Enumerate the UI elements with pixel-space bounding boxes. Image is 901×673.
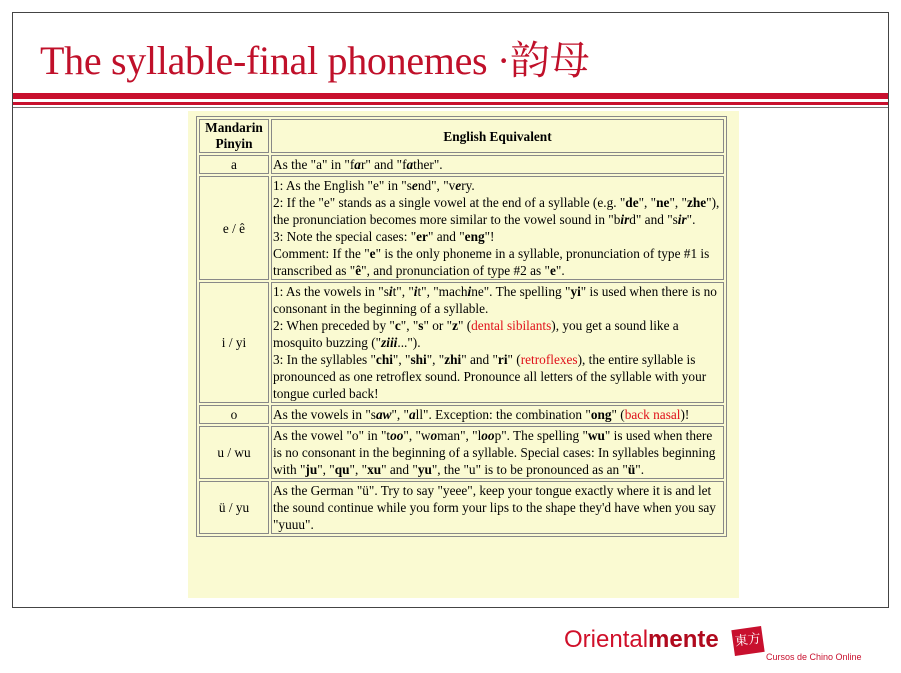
table-row: [199, 426, 724, 479]
logo-bold-text: mente: [648, 626, 719, 653]
title-rule-thin: [13, 102, 888, 105]
brand-logo: [564, 626, 719, 654]
english-cell: 1: As the English "e" in "send", "very. 2: If the "e" stands as a single vowel at the end of a syllable (e.g. "de", "ne", "zhe"), the pronunciation becomes more similar to the vowel sound in "bird" and "sir". 3: Note the special cases: "er" and "eng"! Comment: If the "e" is the only phoneme in a syllable, pronunciation of type #1 is transcribed as "ê", and pronunciation of type #2 as "e".: [271, 176, 724, 280]
english-cell: As the vowels in "saw", "all". Exception: the combination "ong" (back nasal)!: [271, 405, 724, 424]
pinyin-cell: i / yi: [199, 282, 269, 403]
phoneme-table: [196, 116, 727, 537]
table-panel: [188, 111, 739, 598]
link-back-nasal[interactable]: back nasal: [624, 407, 681, 422]
pinyin-cell: e / ê: [199, 176, 269, 280]
pinyin-cell: ü / yu: [199, 481, 269, 534]
header-pinyin: Mandarin Pinyin: [199, 119, 269, 153]
link-dental-sibilants[interactable]: dental sibilants: [471, 318, 552, 333]
table-row: [199, 176, 724, 280]
table-row: [199, 282, 724, 403]
header-english: English Equivalent: [271, 119, 724, 153]
link-retroflexes[interactable]: retroflexes: [520, 352, 578, 367]
table-row: [199, 481, 724, 534]
english-cell: 1: As the vowels in "sit", "it", "machine". The spelling "yi" is used when there is no consonant in the beginning of a syllable. 2: When preceded by "c", "s" or "z" (dental sibilants), you get a sound like a mosquito buzzing ("ziii..."). 3: In the syllables "chi", "shi", "zhi" and "ri" (retroflexes), the entire syllable is pronounced as one retroflex sound. Pronounce all letters of the syllable with your tongue curled back!: [271, 282, 724, 403]
title-rule-grey: [13, 107, 888, 108]
slide-frame: [12, 12, 889, 608]
pinyin-cell: o: [199, 405, 269, 424]
english-cell: As the "a" in "far" and "father".: [271, 155, 724, 174]
english-cell: As the German "ü". Try to say "yeee", keep your tongue exactly where it is and let the sound continue while you form your lips to the shape they'd have when you say "yuuu".: [271, 481, 724, 534]
brand-tagline: Cursos de Chino Online: [766, 652, 862, 662]
pinyin-cell: u / wu: [199, 426, 269, 479]
logo-light-text: Oriental: [564, 626, 649, 653]
title-rule-thick: [13, 93, 888, 99]
table-header-row: [199, 119, 724, 153]
slide-title: The syllable-final phonemes ·韵母: [40, 38, 590, 83]
english-cell: As the vowel "o" in "too", "woman", "loop". The spelling "wu" is used when there is no consonant in the beginning of a syllable. Special cases: In syllables beginning with "ju", "qu", "xu" and "yu", the "u" is to be pronounced as an "ü".: [271, 426, 724, 479]
pinyin-cell: a: [199, 155, 269, 174]
table-row: [199, 405, 724, 424]
table-row: [199, 155, 724, 174]
logo-seal-icon: 東方: [731, 626, 764, 656]
